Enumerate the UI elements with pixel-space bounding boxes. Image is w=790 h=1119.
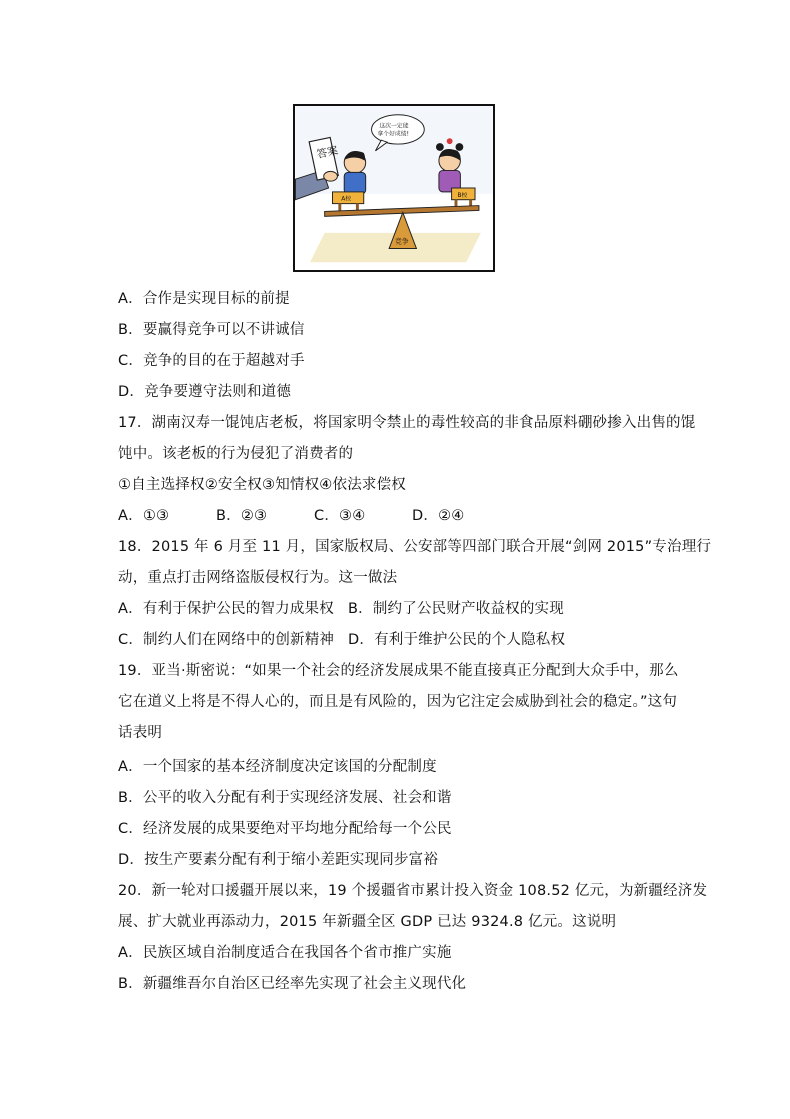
q16-option-b: B．要赢得竞争可以不讲诚信 xyxy=(118,322,305,338)
q19-stem-line1: 19．亚当·斯密说：“如果一个社会的经济发展成果不能直接真正分配到大众手中，那么 xyxy=(118,663,679,679)
q19-stem-line2: 它在道义上将是不得人心的，而且是有风险的，因为它注定会威胁到社会的稳定。”这句 xyxy=(118,694,678,710)
q19-option-c: C．经济发展的成果要绝对平均地分配给每一个公民 xyxy=(118,821,452,837)
q17-statements: ①自主选择权②安全权③知情权④依法求偿权 xyxy=(118,477,406,493)
competition-cartoon xyxy=(293,104,495,272)
q17-stem-line1: 17．湖南汉寿一馄饨店老板，将国家明令禁止的毒性较高的非食品原料硼砂掺入出售的馄 xyxy=(118,415,696,431)
q17-option-b: B．②③ xyxy=(216,508,268,524)
q18-options-row-2 xyxy=(118,630,565,650)
q19-stem-line3: 话表明 xyxy=(118,725,163,741)
q20-stem-line2: 展、扩大就业再添动力，2015 年新疆全区 GDP 已达 9324.8 亿元。这说明 xyxy=(118,914,617,930)
q19-option-d: D．按生产要素分配有利于缩小差距实现同步富裕 xyxy=(118,852,439,868)
q18-option-a: A．有利于保护公民的智力成果权 xyxy=(118,601,334,617)
svg-text:拿个好成绩!: 拿个好成绩! xyxy=(377,131,409,138)
q18-stem-line2: 动，重点打击网络盗版侵权行为。这一做法 xyxy=(118,570,398,586)
q16-option-d: D．竞争要遵守法则和道德 xyxy=(118,384,292,400)
q17-option-c: C．③④ xyxy=(314,508,366,524)
svg-text:这次一定能: 这次一定能 xyxy=(379,123,409,130)
q18-options-row-1 xyxy=(118,599,564,619)
q17-option-d: D．②④ xyxy=(412,508,465,524)
q18-option-c: C．制约人们在网络中的创新精神 xyxy=(118,632,335,648)
q20-option-b: B．新疆维吾尔自治区已经率先实现了社会主义现代化 xyxy=(118,976,467,992)
q19-option-b: B．公平的收入分配有利于实现经济发展、社会和谐 xyxy=(118,790,452,806)
q17-option-a: A．①③ xyxy=(118,508,170,524)
q18-stem-line1: 18．2015 年 6 月至 11 月，国家版权局、公安部等四部门联合开展“剑网 2015”专治理行 xyxy=(118,539,712,555)
q17-options-row xyxy=(118,506,464,526)
svg-text:A校: A校 xyxy=(341,196,352,203)
q16-option-c: C．竞争的目的在于超越对手 xyxy=(118,353,305,369)
cartoon-illustration xyxy=(295,106,493,270)
q20-option-a: A．民族区域自治制度适合在我国各个省市推广实施 xyxy=(118,945,452,961)
q17-stem-line2: 饨中。该老板的行为侵犯了消费者的 xyxy=(118,446,354,462)
q18-option-d: D．有利于维护公民的个人隐私权 xyxy=(348,632,566,648)
q18-option-b: B．制约了公民财产收益权的实现 xyxy=(348,601,564,617)
q19-option-a: A．一个国家的基本经济制度决定该国的分配制度 xyxy=(118,759,437,775)
q16-option-a: A．合作是实现目标的前提 xyxy=(118,291,290,307)
svg-text:B校: B校 xyxy=(457,192,468,199)
svg-text:答案: 答案 xyxy=(315,143,340,161)
svg-text:竞争: 竞争 xyxy=(394,237,409,246)
q20-stem-line1: 20．新一轮对口援疆开展以来，19 个援疆省市累计投入资金 108.52 亿元，为新疆经济发 xyxy=(118,883,708,899)
